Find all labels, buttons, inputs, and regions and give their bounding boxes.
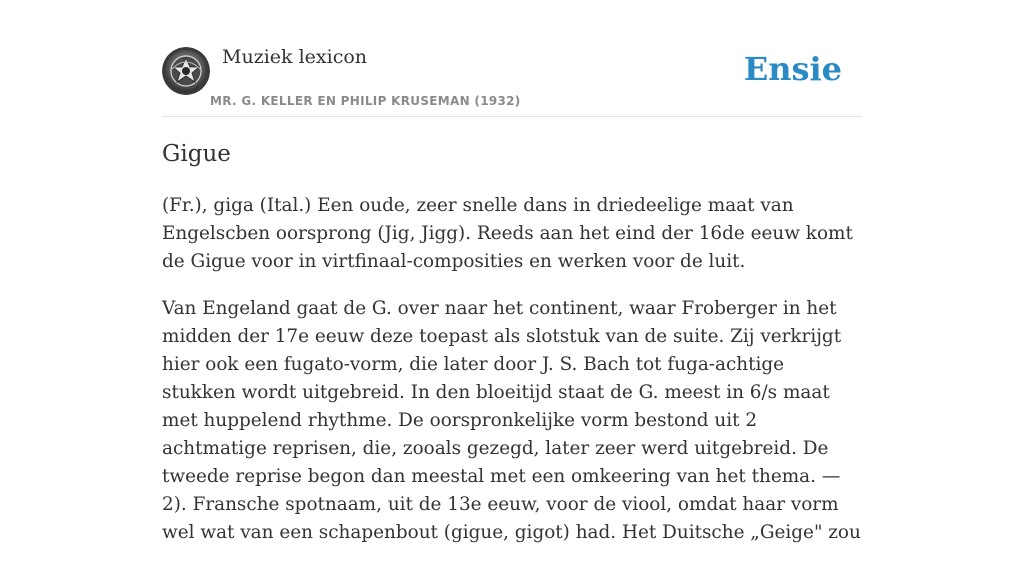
article-paragraph: (Fr.), giga (Ital.) Een oude, zeer snelle dans in driedeelige maat van Engelscben oorsprong (Jig, Jigg). Reeds aan het eind der 16de eeuw komt de Gigue voor in virtfinaal-composities en werken voor de luit. [162, 195, 853, 272]
source-emblem-icon[interactable] [162, 47, 210, 95]
source-title[interactable]: Muziek lexicon [222, 46, 368, 68]
source-subtitle: MR. G. KELLER EN PHILIP KRUSEMAN (1932) [210, 94, 521, 108]
page-container [162, 0, 862, 543]
article-body [162, 192, 862, 566]
article-paragraph: Van Engeland gaat de G. over naar het continent, waar Froberger in het midden der 17e eeuw deze toepast als slotstuk van de suite. Zij verkrijgt hier ook een fugato-vorm, die later door J. S. Bach tot fuga-achtige stukken wordt uitgebreid. In den bloeitijd staat de G. meest in 6/s maat met huppelend rhythme. De oorspronkelijke vorm bestond uit 2 achtmatige reprisen, die, zooals gezegd, later zeer werd uitgebreid. De tweede reprise begon dan meestal met een omkeering van het thema. — 2). Fransche spotnaam, uit de 13e eeuw, voor de viool, omdat haar vorm wel wat van een schapenbout (gigue, gigot) had. Het Duitsche „Geige" zou [162, 298, 861, 543]
page-title: Gigue [162, 141, 231, 167]
ensie-logo[interactable]: Ensie [743, 50, 842, 88]
source-header [162, 0, 862, 117]
